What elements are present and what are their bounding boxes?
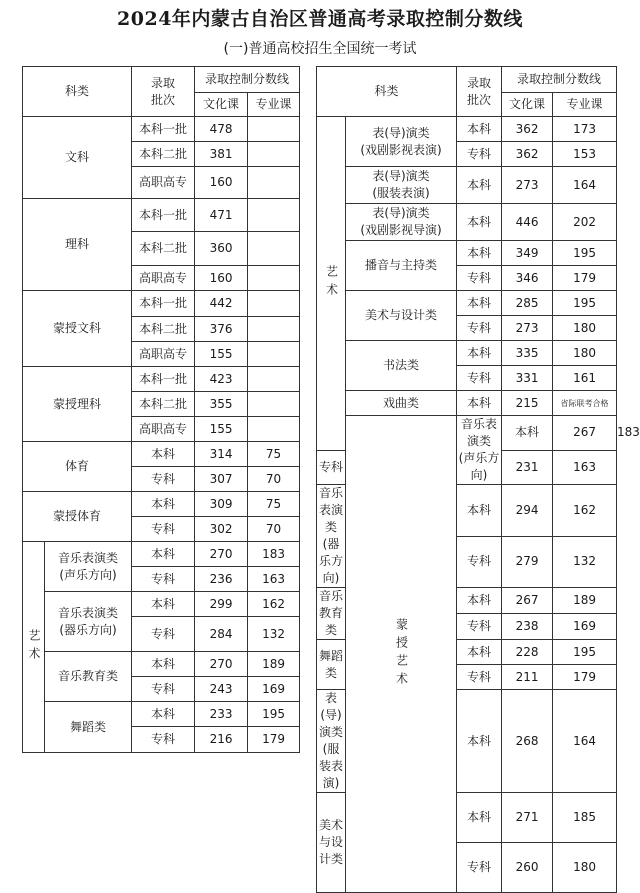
subcategory-cell: 表(导)演类 (服装表演): [346, 167, 457, 204]
table-row: 专科 279 132: [317, 536, 617, 588]
table-row: 书法类 本科 335 180: [317, 341, 617, 366]
table-row: 专科 243 169: [23, 677, 300, 702]
header-score-line: 录取控制分数线: [195, 67, 300, 93]
table-row: 舞蹈类 本科 228 195: [317, 640, 617, 665]
category-cell: 艺术: [23, 542, 45, 753]
table-row: 专科 302 70: [23, 517, 300, 542]
table-row: 体育 本科 314 75: [23, 442, 300, 467]
table-row: 蒙授艺术 音乐表演类 (声乐方向) 本科 267 183: [317, 416, 617, 451]
header-major: 专业课: [248, 93, 300, 117]
category-cell: 蒙授理科: [23, 367, 132, 442]
table-row: 专科 211 179: [317, 665, 617, 690]
subcategory-cell: 舞蹈类: [317, 640, 346, 690]
table-row: 本科二批 376: [23, 317, 300, 342]
table-row: 专科 284 132: [23, 617, 300, 652]
table-row: 表(导)演类 (服装表演) 本科 273 164: [317, 167, 617, 204]
table-row: 蒙授理科 本科一批 423: [23, 367, 300, 392]
table-row: 高职高专 155: [23, 342, 300, 367]
subcategory-cell: 音乐教育类: [45, 652, 132, 702]
category-cell: 蒙授文科: [23, 291, 132, 367]
table-row: 文科 本科一批 478: [23, 117, 300, 142]
table-row: 音乐表演类 (器乐方向) 本科 299 162: [23, 592, 300, 617]
table-row: 表(导)演类 (戏剧影视导演) 本科 446 202: [317, 204, 617, 241]
table-row: 本科二批 381: [23, 142, 300, 167]
header-category: 科类: [23, 67, 132, 117]
header-culture: 文化课: [502, 93, 553, 117]
category-cell: 理科: [23, 199, 132, 291]
table-row: 专科 273 180: [317, 316, 617, 341]
table-row: 高职高专 160: [23, 266, 300, 291]
table-row: 高职高专 160: [23, 167, 300, 199]
header-batch: 录取 批次: [132, 67, 195, 117]
table-row: 蒙授文科 本科一批 442: [23, 291, 300, 317]
subcategory-cell: 表(导)演类 (服装表演): [317, 690, 346, 793]
table-row: 美术与设计类 本科 271 185: [317, 793, 617, 843]
table-row: 舞蹈类 本科 233 195: [23, 702, 300, 727]
table-row: 专科 216 179: [23, 727, 300, 753]
table-row: 蒙授体育 本科 309 75: [23, 492, 300, 517]
table-row: 专科 260 180: [317, 843, 617, 893]
subcategory-cell: 美术与设计类: [317, 793, 346, 893]
subcategory-cell: 音乐表演类 (声乐方向): [45, 542, 132, 592]
header-category: 科类: [317, 67, 457, 117]
table-row: 本科二批 360: [23, 232, 300, 266]
subcategory-cell: 音乐表演类 (声乐方向): [457, 416, 502, 485]
table-row: 艺术 表(导)演类 (戏剧影视表演) 本科 362 173: [317, 117, 617, 142]
table-row: 音乐教育类 本科 267 189: [317, 588, 617, 614]
category-cell: 文科: [23, 117, 132, 199]
header-culture: 文化课: [195, 93, 248, 117]
table-row: 艺术 音乐表演类 (声乐方向) 本科 270 183: [23, 542, 300, 567]
table-row: 音乐表演类 (器乐方向) 本科 294 162: [317, 485, 617, 537]
subcategory-cell: 音乐表演类 (器乐方向): [45, 592, 132, 652]
score-table-right: [316, 66, 640, 893]
category-cell: 艺术: [317, 117, 346, 451]
table-row: 美术与设计类 本科 285 195: [317, 291, 617, 316]
header-major: 专业课: [553, 93, 617, 117]
subcategory-cell: 播音与主持类: [346, 241, 457, 291]
category-cell: 体育: [23, 442, 132, 492]
page-subtitle: (一)普通高校招生全国统一考试: [223, 41, 417, 57]
table-row: 专科 307 70: [23, 467, 300, 492]
subcategory-cell: 美术与设计类: [346, 291, 457, 341]
header-score-line: 录取控制分数线: [502, 67, 617, 93]
subcategory-cell: 表(导)演类 (戏剧影视表演): [346, 117, 457, 167]
table-row: 播音与主持类 本科 349 195: [317, 241, 617, 266]
table-row: 专科 362 153: [317, 142, 617, 167]
table-row: 专科 231 163: [317, 450, 617, 485]
table-row: 表(导)演类 (服装表演) 本科 268 164: [317, 690, 617, 793]
category-cell: 蒙授体育: [23, 492, 132, 542]
subcategory-cell: 音乐表演类 (器乐方向): [317, 485, 346, 588]
table-row: 高职高专 155: [23, 417, 300, 442]
subcategory-cell: 戏曲类: [346, 391, 457, 416]
subcategory-cell: 舞蹈类: [45, 702, 132, 753]
table-row: 本科二批 355: [23, 392, 300, 417]
subcategory-cell: 音乐教育类: [317, 588, 346, 640]
table-row: 专科 236 163: [23, 567, 300, 592]
page-title: 2024年内蒙古自治区普通高考录取控制分数线: [117, 8, 523, 30]
table-row: 戏曲类 本科 215 省际联考合格: [317, 391, 617, 416]
table-row: 专科 331 161: [317, 366, 617, 391]
category-cell: 蒙授艺术: [346, 416, 457, 893]
table-row: 专科 346 179: [317, 266, 617, 291]
subcategory-cell: 表(导)演类 (戏剧影视导演): [346, 204, 457, 241]
subcategory-cell: 书法类: [346, 341, 457, 391]
table-row: 音乐教育类 本科 270 189: [23, 652, 300, 677]
table-row: 理科 本科一批 471: [23, 199, 300, 232]
table-row: 专科 238 169: [317, 614, 617, 640]
header-batch: 录取 批次: [457, 67, 502, 117]
score-table-left: [22, 66, 300, 753]
